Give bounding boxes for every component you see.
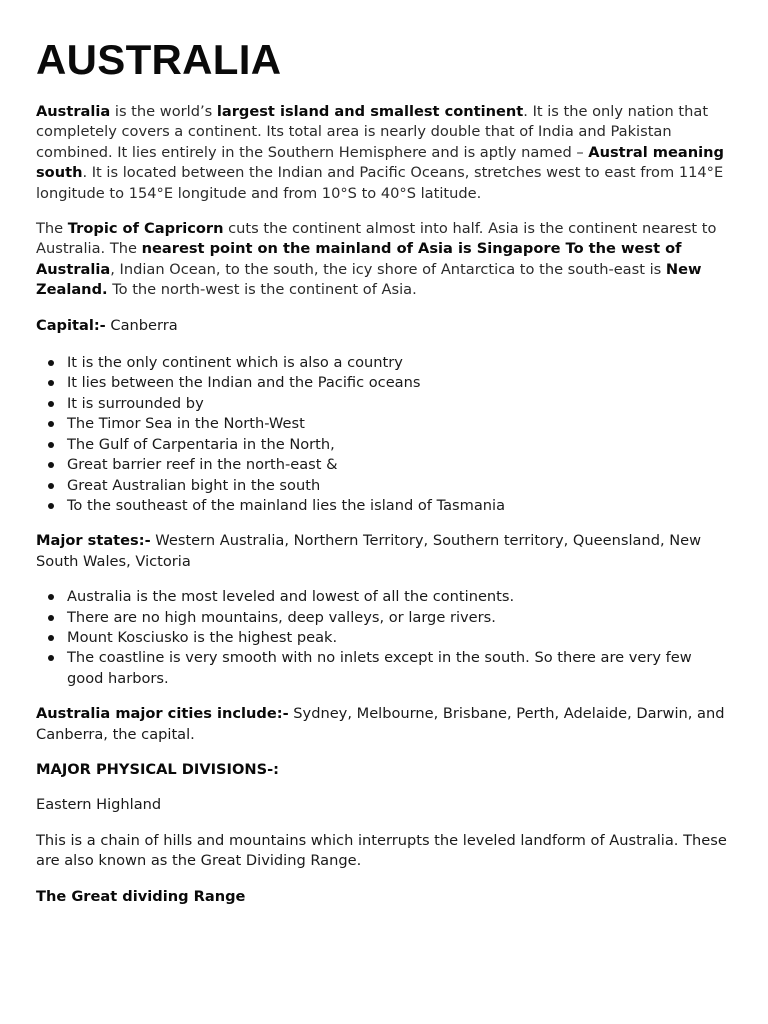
bullet-icon — [48, 462, 54, 468]
list-item — [36, 476, 732, 496]
list-item-text: There are no high mountains, deep valleys, or large rivers. — [67, 608, 496, 626]
intro-bold-5: Austral meaning south — [36, 143, 724, 182]
tropic-bold-6: New Zealand. — [36, 260, 702, 299]
list-item-text: It lies between the Indian and the Pacific oceans — [67, 374, 421, 392]
list-item-text: The coastline is very smooth with no inlets except in the south. So there are very few good harbors. — [67, 649, 692, 687]
divisions-heading-text: MAJOR PHYSICAL DIVISIONS-: — [36, 760, 280, 778]
list-item — [36, 353, 732, 373]
tropic-text-7: To the north-west is the continent of Asia. — [107, 281, 417, 299]
cities-label: Australia major cities include:- — [36, 705, 289, 723]
capital-value: Canberra — [105, 316, 178, 334]
bullet-icon — [48, 483, 54, 489]
cities-value: Sydney, Melbourne, Brisbane, Perth, Adelaide, Darwin, and Canberra, the capital. — [36, 705, 725, 743]
bullet-icon — [48, 503, 54, 509]
tropic-bold-4: nearest point on the mainland of Asia is Singapore To the west of Australia — [36, 240, 682, 278]
relief-list — [36, 587, 732, 689]
bullet-icon — [48, 615, 54, 621]
bullet-icon — [48, 594, 54, 600]
eastern-highland-heading: Eastern Highland — [36, 796, 162, 814]
intro-bold-3: largest island and smallest continent — [216, 103, 524, 120]
bullet-icon — [48, 401, 54, 407]
list-item — [36, 414, 732, 434]
list-item-text: Great Australian bight in the south — [67, 476, 321, 494]
capital-line — [36, 316, 732, 336]
facts-list — [36, 353, 732, 516]
bullet-icon — [48, 380, 54, 386]
intro-text-4: . It is the only nation that completely covers a continent. Its total area is nearly double that of India and Pakistan combined. It lies entirely in the Southern Hemisphere and is aptly named – — [36, 103, 709, 161]
bullet-icon — [48, 360, 54, 366]
list-item — [36, 587, 732, 607]
list-item — [36, 608, 732, 628]
page-title: AUSTRALIA — [36, 36, 282, 83]
tropic-bold-2: Tropic of Capricorn — [67, 220, 224, 238]
intro-paragraph — [36, 102, 732, 204]
bullet-icon — [48, 442, 54, 448]
list-item-text: Australia is the most leveled and lowest of all the continents. — [67, 588, 515, 606]
list-item-text: It is the only continent which is also a country — [67, 354, 403, 372]
list-item-text: Mount Kosciusko is the highest peak. — [67, 628, 338, 646]
list-item-text: Great barrier reef in the north-east & — [67, 456, 338, 474]
list-item-text: To the southeast of the mainland lies the island of Tasmania — [67, 496, 506, 514]
list-item — [36, 628, 732, 648]
dividing-range-heading-text: The Great dividing Range — [36, 887, 246, 905]
intro-text-6: . It is located between the Indian and Pacific Oceans, stretches west to east from 114°E longitude to 154°E longitude and from 10°S to 40°S latitude. — [36, 164, 724, 202]
capital-label: Capital:- — [36, 316, 106, 334]
list-item — [36, 435, 732, 455]
list-item — [36, 373, 732, 393]
list-item-text: The Timor Sea in the North-West — [67, 415, 305, 433]
bullet-icon — [48, 421, 54, 427]
intro-text-2: is the world’s — [110, 103, 217, 120]
eastern-highland-description: This is a chain of hills and mountains which interrupts the leveled landform of Australia. These are also known as the Great Dividing Range. — [36, 831, 727, 870]
states-value: Western Australia, Northern Territory, Southern territory, Queensland, New South Wales, Victoria — [36, 532, 702, 570]
intro-bold-1: Australia — [36, 103, 111, 120]
tropic-text-3: cuts the continent almost into half. Asia is the continent nearest to Australia. The — [36, 220, 717, 258]
dividing-range-heading — [36, 887, 732, 907]
list-item — [36, 455, 732, 475]
cities-paragraph — [36, 704, 732, 745]
list-item-text: The Gulf of Carpentaria in the North, — [67, 435, 335, 453]
list-item — [36, 394, 732, 414]
tropic-paragraph — [36, 219, 732, 301]
list-item — [36, 496, 732, 516]
list-item — [36, 648, 732, 689]
divisions-heading — [36, 760, 732, 780]
list-item-text: It is surrounded by — [67, 394, 204, 412]
tropic-text-1: The — [36, 220, 68, 238]
bullet-icon — [48, 655, 54, 661]
bullet-icon — [48, 635, 54, 641]
tropic-text-5: , Indian Ocean, to the south, the icy shore of Antarctica to the south-east is — [110, 260, 666, 278]
states-paragraph — [36, 531, 732, 572]
states-label: Major states:- — [36, 532, 151, 550]
